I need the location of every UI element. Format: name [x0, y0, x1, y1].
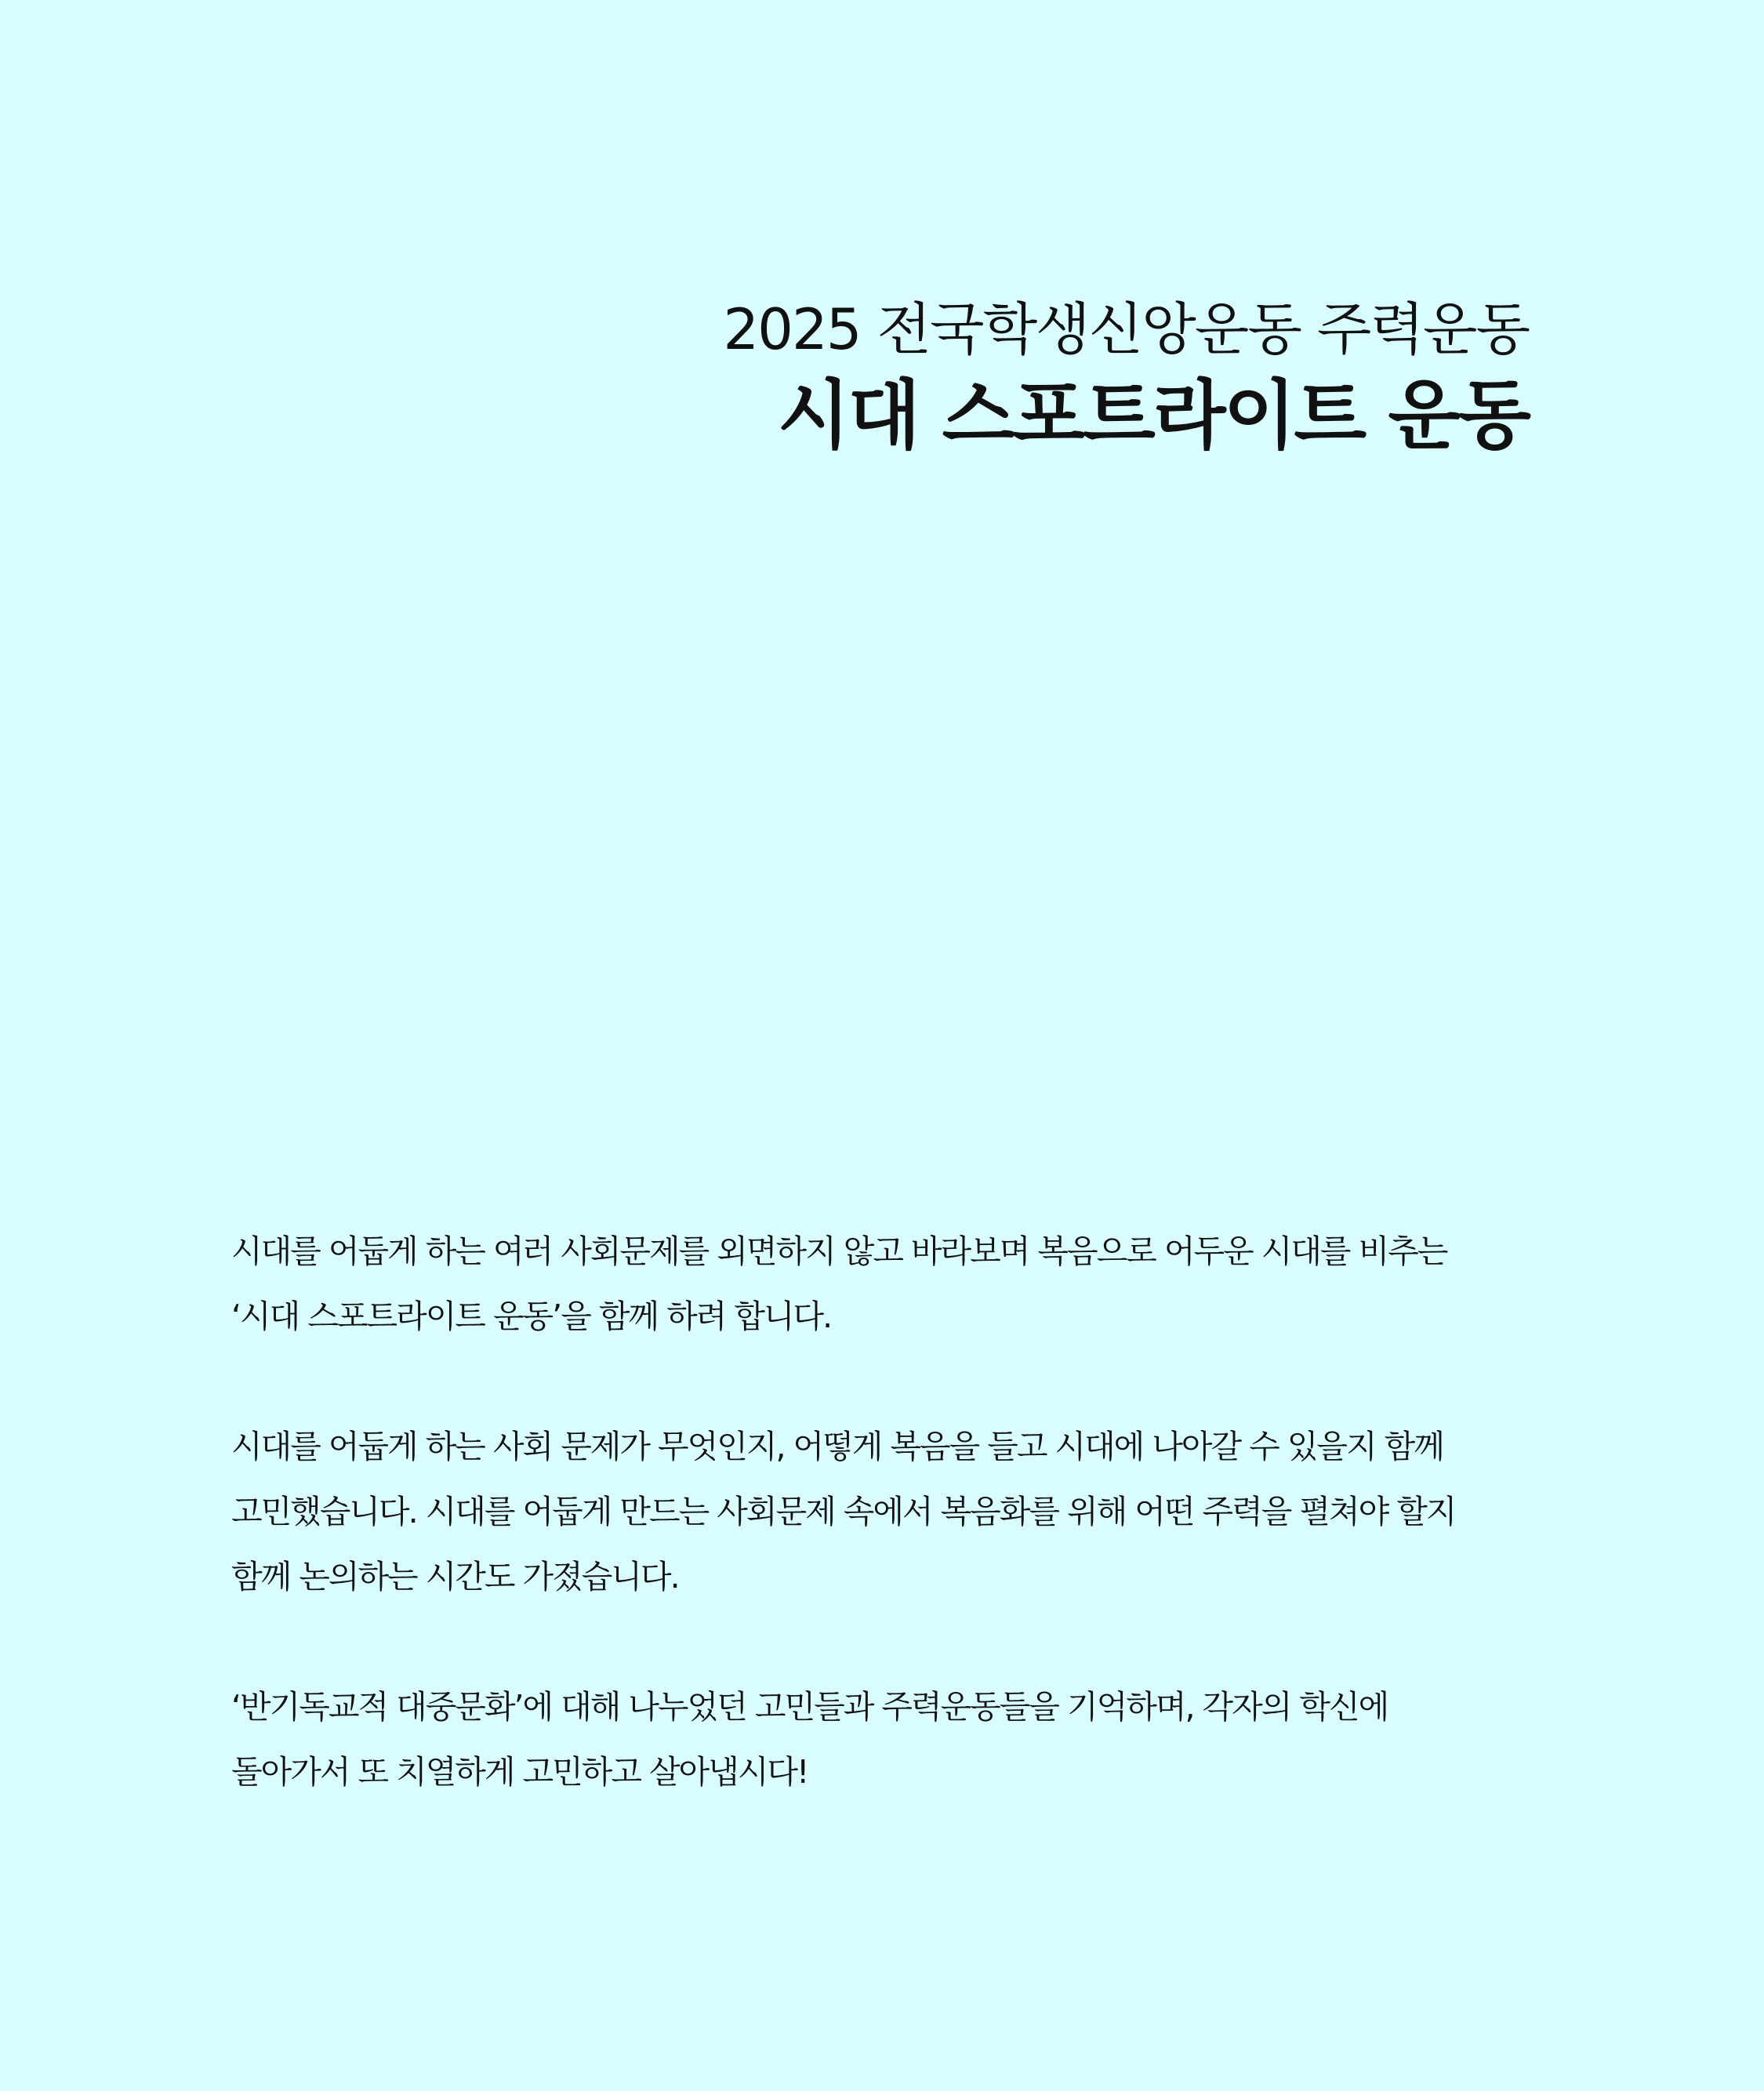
body-text	[231, 1219, 1533, 1870]
paragraph-line: ‘반기독교적 대중문화’에 대해 나누었던 고민들과 주력운동들을 기억하며, 각자의 학신에	[231, 1688, 1388, 1726]
paragraph-line: 고민했습니다. 시대를 어둡게 만드는 사회문제 속에서 복음화를 위해 어떤 주력을 펼쳐야 할지	[231, 1493, 1456, 1530]
header	[723, 290, 1529, 463]
paragraph-1	[231, 1219, 1533, 1349]
paragraph-line: 함께 논의하는 시간도 가졌습니다.	[231, 1558, 679, 1595]
paragraph-line: 시대를 어둡게 하는 여러 사회문제를 외면하지 않고 바라보며 복음으로 어두운 시대를 비추는	[231, 1232, 1447, 1270]
paragraph-line: 시대를 어둡게 하는 사회 문제가 무엇인지, 어떻게 복음을 들고 시대에 나아갈 수 있을지 함께	[231, 1428, 1443, 1465]
page-subtitle: 2025 전국학생신앙운동 주력운동	[723, 296, 1529, 362]
page-title: 시대 스포트라이트 운동	[777, 372, 1529, 459]
paragraph-line: 돌아가서 또 치열하게 고민하고 살아냅시다!	[231, 1753, 808, 1791]
paragraph-2	[231, 1414, 1533, 1610]
paragraph-line: ‘시대 스포트라이트 운동’을 함께 하려 합니다.	[231, 1298, 832, 1335]
paragraph-3	[231, 1675, 1533, 1805]
